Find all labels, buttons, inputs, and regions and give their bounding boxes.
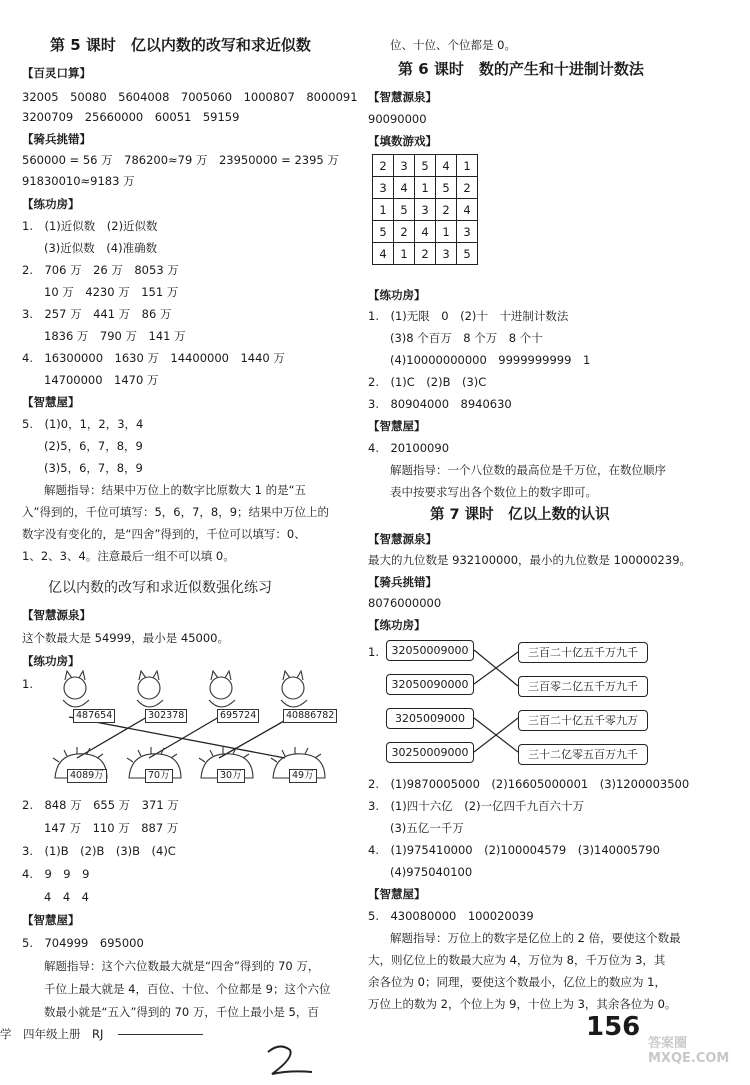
footer-rule: [118, 1034, 203, 1035]
text-line: 这个数最大是 54999，最小是 45000。: [22, 631, 229, 645]
text-line: 10 万 4230 万 151 万: [44, 285, 179, 299]
text-line: (3)近似数 (4)准确数: [44, 241, 158, 255]
number-box: 32050009000: [386, 640, 474, 661]
number-box: 30250009000: [386, 742, 474, 763]
cat-number-tag: 695724: [217, 709, 259, 723]
text-line: 万位上的数为 2，个位上为 9，十位上为 3，其余各位为 0。: [368, 997, 677, 1011]
grid-cell: 3: [436, 243, 457, 265]
text-line: 4. (1)975410000 (2)100004579 (3)140005790: [368, 843, 660, 857]
grid-cell: 3: [457, 221, 478, 243]
reading-box: 三百二十亿五千万九千: [518, 642, 648, 663]
handwritten-mark: [260, 1040, 320, 1080]
lesson7-title: 第 7 课时 亿以上数的认识: [430, 507, 610, 523]
text-line: 1.: [22, 677, 33, 691]
text-line: 解题指导：万位上的数字是亿位上的 2 倍，要使这个数最: [390, 931, 681, 945]
text-line: (2)5，6，7，8，9: [44, 439, 143, 453]
grid-cell: 4: [415, 221, 436, 243]
text-line: 3. (1)B (2)B (3)B (4)C: [22, 844, 176, 858]
text-line: 余各位为 0；同理，要使这个数最小，亿位上的数应为 1，: [368, 975, 666, 989]
liangong2-heading: 【练功房】: [22, 654, 80, 668]
lesson6-title: 第 6 课时 数的产生和十进制计数法: [398, 60, 644, 78]
text-line: 560000 = 56 万 786200≈79 万 23950000 = 2395 万: [22, 153, 339, 167]
grid-cell: 4: [436, 155, 457, 177]
grid-cell: 5: [373, 221, 394, 243]
text-line: 2. 848 万 655 万 371 万: [22, 798, 179, 812]
text-line: 4 4 4: [44, 890, 89, 904]
hedgehog-number-tag: 49万: [289, 769, 317, 783]
footer-subject: 学 四年级上册 RJ: [0, 1027, 104, 1041]
text-line: 5. 704999 695000: [22, 936, 144, 950]
text-line: 4. 16300000 1630 万 14400000 1440 万: [22, 351, 285, 365]
text-line: 8076000000: [368, 596, 442, 610]
hedgehog-number-tag: 4089万: [67, 769, 107, 783]
page-number: 156: [586, 1012, 641, 1042]
grid-cell: 5: [394, 199, 415, 221]
yuanquan-heading: 【智慧源泉】: [22, 608, 91, 622]
reading-box: 三十二亿零五百万九千: [518, 744, 648, 765]
grid-cell: 3: [415, 199, 436, 221]
qibing-heading: 【骑兵挑错】: [22, 132, 91, 146]
text-line: 1. (1)近似数 (2)近似数: [22, 219, 158, 233]
text-line: 数字没有变化的，是“四舍”得到的，千位可以填写：0、: [22, 527, 306, 541]
cat-number-tag: 487654: [73, 709, 115, 723]
text-line: 位、十位、个位都是 0。: [390, 38, 516, 52]
text-line: (4)975040100: [390, 865, 473, 879]
text-line: (3)5，6，7，8，9: [44, 461, 143, 475]
number-box: 32050090000: [386, 674, 474, 695]
grid-cell: 1: [394, 243, 415, 265]
text-line: 1. (1)无限 0 (2)十 十进制计数法: [368, 309, 569, 323]
cat-number-tag: 302378: [145, 709, 187, 723]
tianshu-heading: 【填数游戏】: [368, 134, 437, 148]
grid-cell: 2: [436, 199, 457, 221]
reading-box: 三百二十亿五千零九万: [518, 710, 648, 731]
text-line: 91830010≈9183 万: [22, 174, 135, 188]
reading-box: 三百零二亿五千万九千: [518, 676, 648, 697]
text-line: 表中按要求写出各个数位上的数字即可。: [390, 485, 597, 499]
text-line: 5. (1)0，1，2，3，4: [22, 417, 144, 431]
grid-cell: 5: [436, 177, 457, 199]
text-line: 90090000: [368, 112, 427, 126]
zhihui-heading: 【智慧屋】: [22, 395, 80, 409]
grid-cell: 4: [394, 177, 415, 199]
liangong-heading: 【练功房】: [22, 197, 80, 211]
grid-cell: 1: [436, 221, 457, 243]
watermark: 答案圈 MXQE.COM: [648, 1036, 730, 1066]
text-line: 解题指导：一个八位数的最高位是千万位，在数位顺序: [390, 463, 666, 477]
text-line: 32005 50080 5604008 7005060 1000807 8000091: [22, 90, 358, 104]
qibing-heading: 【骑兵挑错】: [368, 575, 437, 589]
text-line: 3200709 25660000 60051 59159: [22, 110, 240, 124]
hedgehog-number-tag: 30万: [217, 769, 245, 783]
grid-cell: 1: [373, 199, 394, 221]
liangong-heading: 【练功房】: [368, 288, 426, 302]
text-line: 2. 706 万 26 万 8053 万: [22, 263, 179, 277]
text-line: 入”得到的，千位可填写：5，6，7，8，9；结果中万位上的: [22, 505, 330, 519]
text-line: 1836 万 790 万 141 万: [44, 329, 186, 343]
hedgehog-number-tag: 70万: [145, 769, 173, 783]
grid-cell: 1: [457, 155, 478, 177]
text-line: 2. (1)9870005000 (2)16605000001 (3)1200003500: [368, 777, 690, 791]
zhihui2-heading: 【智慧屋】: [368, 887, 426, 901]
grid-cell: 2: [373, 155, 394, 177]
text-line: 数最小就是“五入”得到的 70 万，千位上最小是 5，百: [44, 1005, 319, 1019]
yuanquan-heading: 【智慧源泉】: [368, 90, 437, 104]
grid-cell: 3: [373, 177, 394, 199]
text-line: 千位上最大就是 4，百位、十位、个位都是 9；这个六位: [44, 982, 331, 996]
text-line: 3. 257 万 441 万 86 万: [22, 307, 172, 321]
grid-cell: 5: [457, 243, 478, 265]
text-line: 3. 80904000 8940630: [368, 397, 512, 411]
yuanquan2-heading: 【智慧源泉】: [368, 532, 437, 546]
zhihui2-heading: 【智慧屋】: [22, 913, 80, 927]
text-line: 1、2、3、4。注意最后一组不可以填 0。: [22, 549, 235, 563]
text-line: 4. 9 9 9: [22, 867, 90, 881]
cat-number-tag: 40886782: [283, 709, 337, 723]
text-line: 1.: [368, 645, 379, 659]
practice-title: 亿以内数的改写和求近似数强化练习: [48, 580, 272, 596]
text-line: 4. 20100090: [368, 441, 450, 455]
text-line: 解题指导：结果中万位上的数字比原数大 1 的是“五: [44, 483, 307, 497]
number-grid: [372, 154, 478, 265]
text-line: 2. (1)C (2)B (3)C: [368, 375, 487, 389]
grid-cell: 2: [415, 243, 436, 265]
text-line: 大，则亿位上的数最大应为 4，万位为 8，千万位为 3，其: [368, 953, 666, 967]
grid-cell: 1: [415, 177, 436, 199]
matching-figure: [37, 670, 337, 790]
grid-cell: 2: [457, 177, 478, 199]
text-line: (4)10000000000 9999999999 1: [390, 353, 591, 367]
grid-cell: 4: [457, 199, 478, 221]
zhihui-heading: 【智慧屋】: [368, 419, 426, 433]
lesson5-title: 第 5 课时 亿以内数的改写和求近似数: [50, 36, 311, 54]
text-line: 3. (1)四十六亿 (2)一亿四千九百六十万: [368, 799, 585, 813]
text-line: 5. 430080000 100020039: [368, 909, 534, 923]
number-box: 3205009000: [386, 708, 474, 729]
text-line: 最大的九位数是 932100000，最小的九位数是 100000239。: [368, 553, 692, 567]
grid-cell: 3: [394, 155, 415, 177]
bailing-heading: 【百灵口算】: [22, 66, 91, 80]
liangong2-heading: 【练功房】: [368, 618, 426, 632]
text-line: (3)8 个百万 8 个万 8 个十: [390, 331, 543, 345]
grid-cell: 5: [415, 155, 436, 177]
text-line: 解题指导：这个六位数最大就是“四舍”得到的 70 万，: [44, 959, 320, 973]
text-line: 147 万 110 万 887 万: [44, 821, 179, 835]
grid-cell: 4: [373, 243, 394, 265]
text-line: (3)五亿一千万: [390, 821, 464, 835]
grid-cell: 2: [394, 221, 415, 243]
text-line: 14700000 1470 万: [44, 373, 159, 387]
